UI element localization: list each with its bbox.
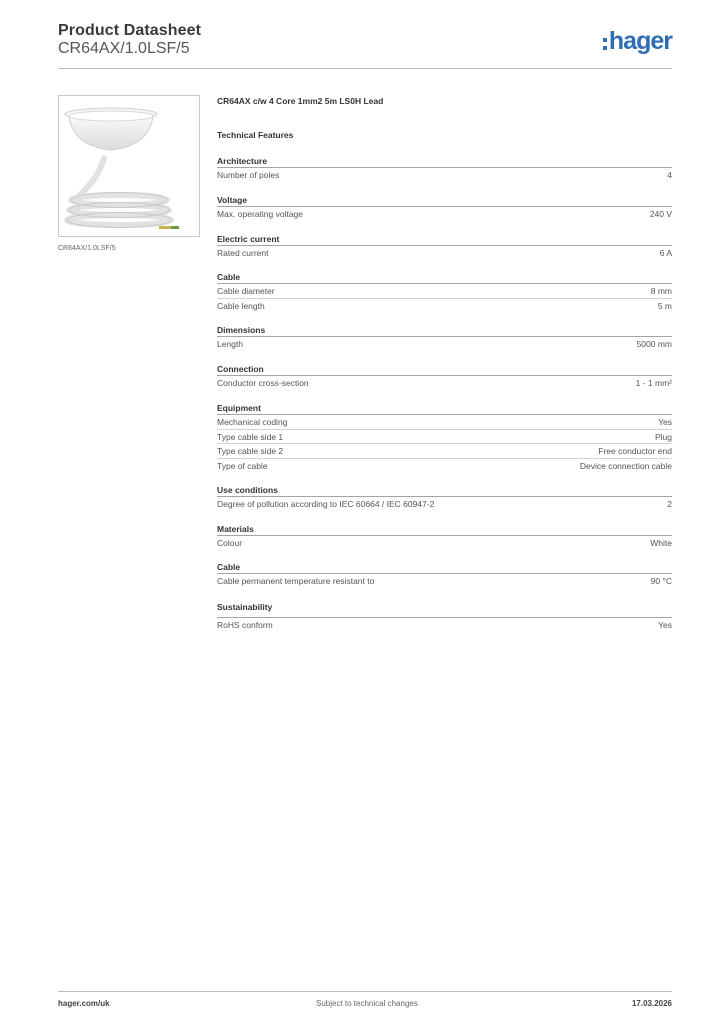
spec-row: Max. operating voltage 240 V xyxy=(217,209,672,219)
section-title: Sustainability xyxy=(217,600,672,618)
section-cable-temperature xyxy=(217,560,672,589)
spec-row: Colour White xyxy=(217,538,672,548)
product-code: CR64AX/1.0LSF/5 xyxy=(58,40,190,57)
product-image xyxy=(58,95,200,237)
section-sustainability xyxy=(217,600,672,633)
section-dimensions xyxy=(217,323,672,352)
ceiling-rose-cable-icon xyxy=(59,96,199,236)
section-title: Electric current xyxy=(217,232,672,246)
spec-row: Cable permanent temperature resistant to 90 °C xyxy=(217,576,672,586)
section-title: Dimensions xyxy=(217,323,672,337)
technical-features-heading: Technical Features xyxy=(217,130,294,140)
product-name: CR64AX c/w 4 Core 1mm2 5m LS0H Lead xyxy=(217,96,384,106)
section-title: Architecture xyxy=(217,154,672,168)
spec-row: Length 5000 mm xyxy=(217,339,672,349)
spec-row: Type cable side 1 Plug xyxy=(217,430,672,445)
spec-row: Mechanical coding Yes xyxy=(217,415,672,430)
section-cable xyxy=(217,270,672,313)
section-connection xyxy=(217,362,672,391)
spec-row: Number of poles 4 xyxy=(217,170,672,180)
section-electric-current xyxy=(217,232,672,261)
section-title: Cable xyxy=(217,560,672,574)
section-voltage xyxy=(217,193,672,222)
logo-text: hager xyxy=(608,26,672,55)
spec-row: Type cable side 2 Free conductor end xyxy=(217,444,672,459)
hager-logo xyxy=(603,26,672,56)
section-title: Materials xyxy=(217,522,672,536)
document-title: Product Datasheet xyxy=(58,22,202,39)
section-title: Cable xyxy=(217,270,672,284)
section-architecture xyxy=(217,154,672,183)
footer-date: 17.03.2026 xyxy=(631,999,672,1008)
section-title: Connection xyxy=(217,362,672,376)
spec-row: RoHS conform Yes xyxy=(217,620,672,630)
section-title: Voltage xyxy=(217,193,672,207)
section-equipment xyxy=(217,401,672,473)
section-use-conditions xyxy=(217,483,672,512)
section-title: Use conditions xyxy=(217,483,672,497)
spec-row: Rated current 6 A xyxy=(217,248,672,258)
spec-row: Conductor cross-section 1 - 1 mm² xyxy=(217,378,672,388)
footer-divider xyxy=(58,991,672,992)
spec-row: Degree of pollution according to IEC 60664 / IEC 60947-2 2 xyxy=(217,499,672,509)
spec-row: Cable length 5 m xyxy=(217,300,672,311)
section-materials xyxy=(217,522,672,551)
page-header xyxy=(58,20,672,70)
logo-dots-icon xyxy=(603,38,607,50)
image-caption: CR64AX/1.0LSF/5 xyxy=(58,245,116,252)
spec-row: Type of cable Device connection cable xyxy=(217,460,672,471)
footer-notice: Subject to technical changes xyxy=(316,999,418,1008)
spec-row: Cable diameter 8 mm xyxy=(217,284,672,299)
header-divider xyxy=(58,68,672,69)
section-title: Equipment xyxy=(217,401,672,415)
footer-website-link[interactable]: hager.com/uk xyxy=(58,999,110,1008)
